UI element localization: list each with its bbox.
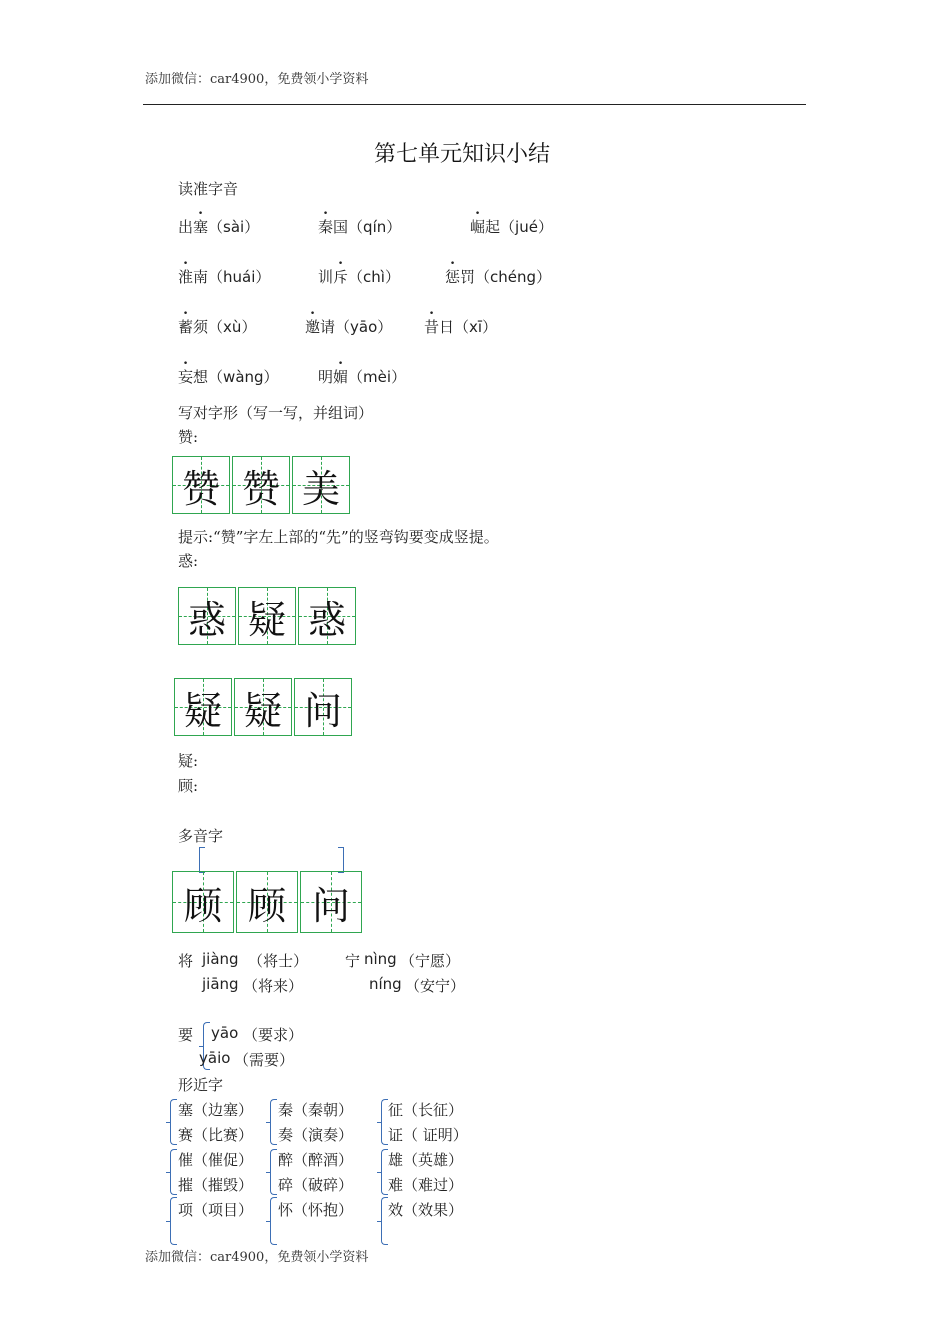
section-read-heading: 读准字音 bbox=[178, 180, 239, 198]
section-poly-heading: 多音字 bbox=[178, 827, 224, 845]
header-rule bbox=[143, 104, 806, 105]
reading-pinyin: sài bbox=[223, 218, 245, 236]
reading-char: 请 bbox=[320, 318, 336, 336]
poly-yao-2-pinyin: yāio bbox=[199, 1049, 231, 1067]
reading-char: 出 bbox=[178, 218, 194, 236]
brace-mark bbox=[381, 1149, 388, 1195]
reading-char: 国 bbox=[333, 218, 349, 236]
brace-mark bbox=[199, 847, 205, 873]
reading-char: 崛 bbox=[470, 218, 486, 236]
grid-cell: 惑 bbox=[178, 587, 236, 645]
brace-mark bbox=[381, 1099, 388, 1145]
reading-char: 妄 bbox=[178, 368, 194, 386]
brace-mark bbox=[381, 1197, 388, 1245]
reading-pinyin: xī bbox=[469, 318, 483, 336]
page-title: 第七单元知识小结 bbox=[374, 142, 551, 167]
reading-pinyin: mèi bbox=[363, 368, 392, 386]
poly-ning-char: 宁 bbox=[345, 952, 361, 970]
reading-char: 斥 bbox=[333, 268, 349, 286]
similar-char-item: 雄（英雄） bbox=[388, 1151, 464, 1169]
similar-char-item: 项（项目） bbox=[178, 1201, 254, 1219]
reading-char: 媚 bbox=[333, 368, 349, 386]
reading-char: 起 bbox=[485, 218, 501, 236]
reading-item: 邀请（yāo） bbox=[305, 318, 393, 336]
reading-char: 淮 bbox=[178, 268, 194, 286]
reading-item: 妄想（wàng） bbox=[178, 368, 279, 386]
page-header: 添加微信：car4900，免费领小学资料 bbox=[145, 72, 369, 87]
grid-cell: 疑 bbox=[174, 678, 232, 736]
reading-char: 罚 bbox=[460, 268, 476, 286]
similar-char-item: 赛（比赛） bbox=[178, 1126, 254, 1144]
similar-char-item: 效（效果） bbox=[388, 1201, 464, 1219]
label-yi: 疑: bbox=[178, 752, 199, 770]
grid-cell: 疑 bbox=[238, 587, 296, 645]
similar-char-item: 催（催促） bbox=[178, 1151, 254, 1169]
poly-ning-1-pinyin: nìng bbox=[364, 950, 397, 968]
reading-pinyin: jué bbox=[515, 218, 538, 236]
reading-item: 训斥（chì） bbox=[318, 268, 400, 286]
poly-jiang-1-word: （将士） bbox=[248, 952, 309, 970]
reading-char: 训 bbox=[318, 268, 334, 286]
poly-jiang-2-word: （将来） bbox=[243, 977, 304, 995]
grid-cell: 美 bbox=[292, 456, 350, 514]
reading-pinyin: qín bbox=[363, 218, 387, 236]
reading-pinyin: chéng bbox=[490, 268, 537, 286]
reading-item: 昔日（xī） bbox=[424, 318, 498, 336]
brace-mark bbox=[170, 1099, 177, 1145]
grid-cell: 顾 bbox=[172, 871, 234, 933]
reading-item: 崛起（jué） bbox=[470, 218, 553, 236]
reading-item: 蓄须（xù） bbox=[178, 318, 257, 336]
reading-item: 秦国（qín） bbox=[318, 218, 402, 236]
poly-jiang-2-pinyin: jiāng bbox=[202, 975, 239, 993]
section-write-heading: 写对字形（写一写，并组词） bbox=[178, 404, 374, 422]
reading-item: 出塞（sài） bbox=[178, 218, 260, 236]
reading-pinyin: yāo bbox=[350, 318, 378, 336]
grid-huo bbox=[178, 587, 358, 645]
grid-cell: 惑 bbox=[298, 587, 356, 645]
grid-gu bbox=[172, 871, 364, 933]
similar-char-item: 醉（醉酒） bbox=[278, 1151, 354, 1169]
reading-pinyin: xù bbox=[223, 318, 242, 336]
similar-char-item: 奏（演奏） bbox=[278, 1126, 354, 1144]
reading-char: 昔 bbox=[424, 318, 440, 336]
reading-item: 淮南（huái） bbox=[178, 268, 271, 286]
reading-char: 秦 bbox=[318, 218, 334, 236]
similar-char-item: 怀（怀抱） bbox=[278, 1201, 354, 1219]
reading-char: 塞 bbox=[193, 218, 209, 236]
grid-yi bbox=[174, 678, 354, 736]
label-gu: 顾: bbox=[178, 777, 199, 795]
grid-cell: 问 bbox=[300, 871, 362, 933]
grid-cell: 赞 bbox=[172, 456, 230, 514]
poly-ning-2-pinyin: níng bbox=[369, 975, 402, 993]
section-similar-heading: 形近字 bbox=[178, 1076, 224, 1094]
similar-char-item: 证（ 证明） bbox=[388, 1126, 468, 1144]
similar-char-item: 秦（秦朝） bbox=[278, 1101, 354, 1119]
reading-char: 惩 bbox=[445, 268, 461, 286]
poly-yao-char: 要 bbox=[178, 1026, 194, 1044]
reading-item: 明媚（mèi） bbox=[318, 368, 407, 386]
brace-mark bbox=[338, 847, 344, 873]
poly-yao-1-word: （要求） bbox=[243, 1026, 304, 1044]
similar-char-item: 碎（破碎） bbox=[278, 1176, 354, 1194]
grid-cell: 顾 bbox=[236, 871, 298, 933]
reading-char: 须 bbox=[193, 318, 209, 336]
poly-ning-2-word: （安宁） bbox=[405, 977, 466, 995]
page-footer: 添加微信：car4900，免费领小学资料 bbox=[145, 1250, 369, 1265]
brace-mark bbox=[170, 1149, 177, 1195]
similar-char-item: 摧（摧毁） bbox=[178, 1176, 254, 1194]
similar-char-item: 塞（边塞） bbox=[178, 1101, 254, 1119]
poly-yao-1-pinyin: yāo bbox=[211, 1024, 239, 1042]
poly-jiang-1-pinyin: jiàng bbox=[202, 950, 239, 968]
brace-mark bbox=[270, 1099, 277, 1145]
brace-mark bbox=[270, 1149, 277, 1195]
reading-char: 想 bbox=[193, 368, 209, 386]
reading-pinyin: wàng bbox=[223, 368, 264, 386]
grid-zan bbox=[172, 456, 352, 514]
brace-mark bbox=[170, 1197, 177, 1245]
grid-cell: 赞 bbox=[232, 456, 290, 514]
poly-jiang-char: 将 bbox=[178, 952, 194, 970]
poly-yao-2-word: （需要） bbox=[234, 1051, 295, 1069]
reading-pinyin: huái bbox=[223, 268, 256, 286]
label-zan: 赞: bbox=[178, 428, 199, 446]
reading-char: 南 bbox=[193, 268, 209, 286]
reading-pinyin: chì bbox=[363, 268, 385, 286]
similar-char-item: 难（难过） bbox=[388, 1176, 464, 1194]
reading-char: 蓄 bbox=[178, 318, 194, 336]
poly-ning-1-word: （宁愿） bbox=[400, 952, 461, 970]
similar-char-item: 征（长征） bbox=[388, 1101, 464, 1119]
label-huo: 惑: bbox=[178, 552, 199, 570]
reading-char: 明 bbox=[318, 368, 334, 386]
reading-char: 日 bbox=[439, 318, 455, 336]
hint-zan: 提示:“赞”字左上部的“先”的竖弯钩要变成竖提。 bbox=[178, 528, 499, 546]
reading-item: 惩罚（chéng） bbox=[445, 268, 552, 286]
reading-char: 邀 bbox=[305, 318, 321, 336]
grid-cell: 疑 bbox=[234, 678, 292, 736]
brace-mark bbox=[270, 1197, 277, 1245]
grid-cell: 问 bbox=[294, 678, 352, 736]
